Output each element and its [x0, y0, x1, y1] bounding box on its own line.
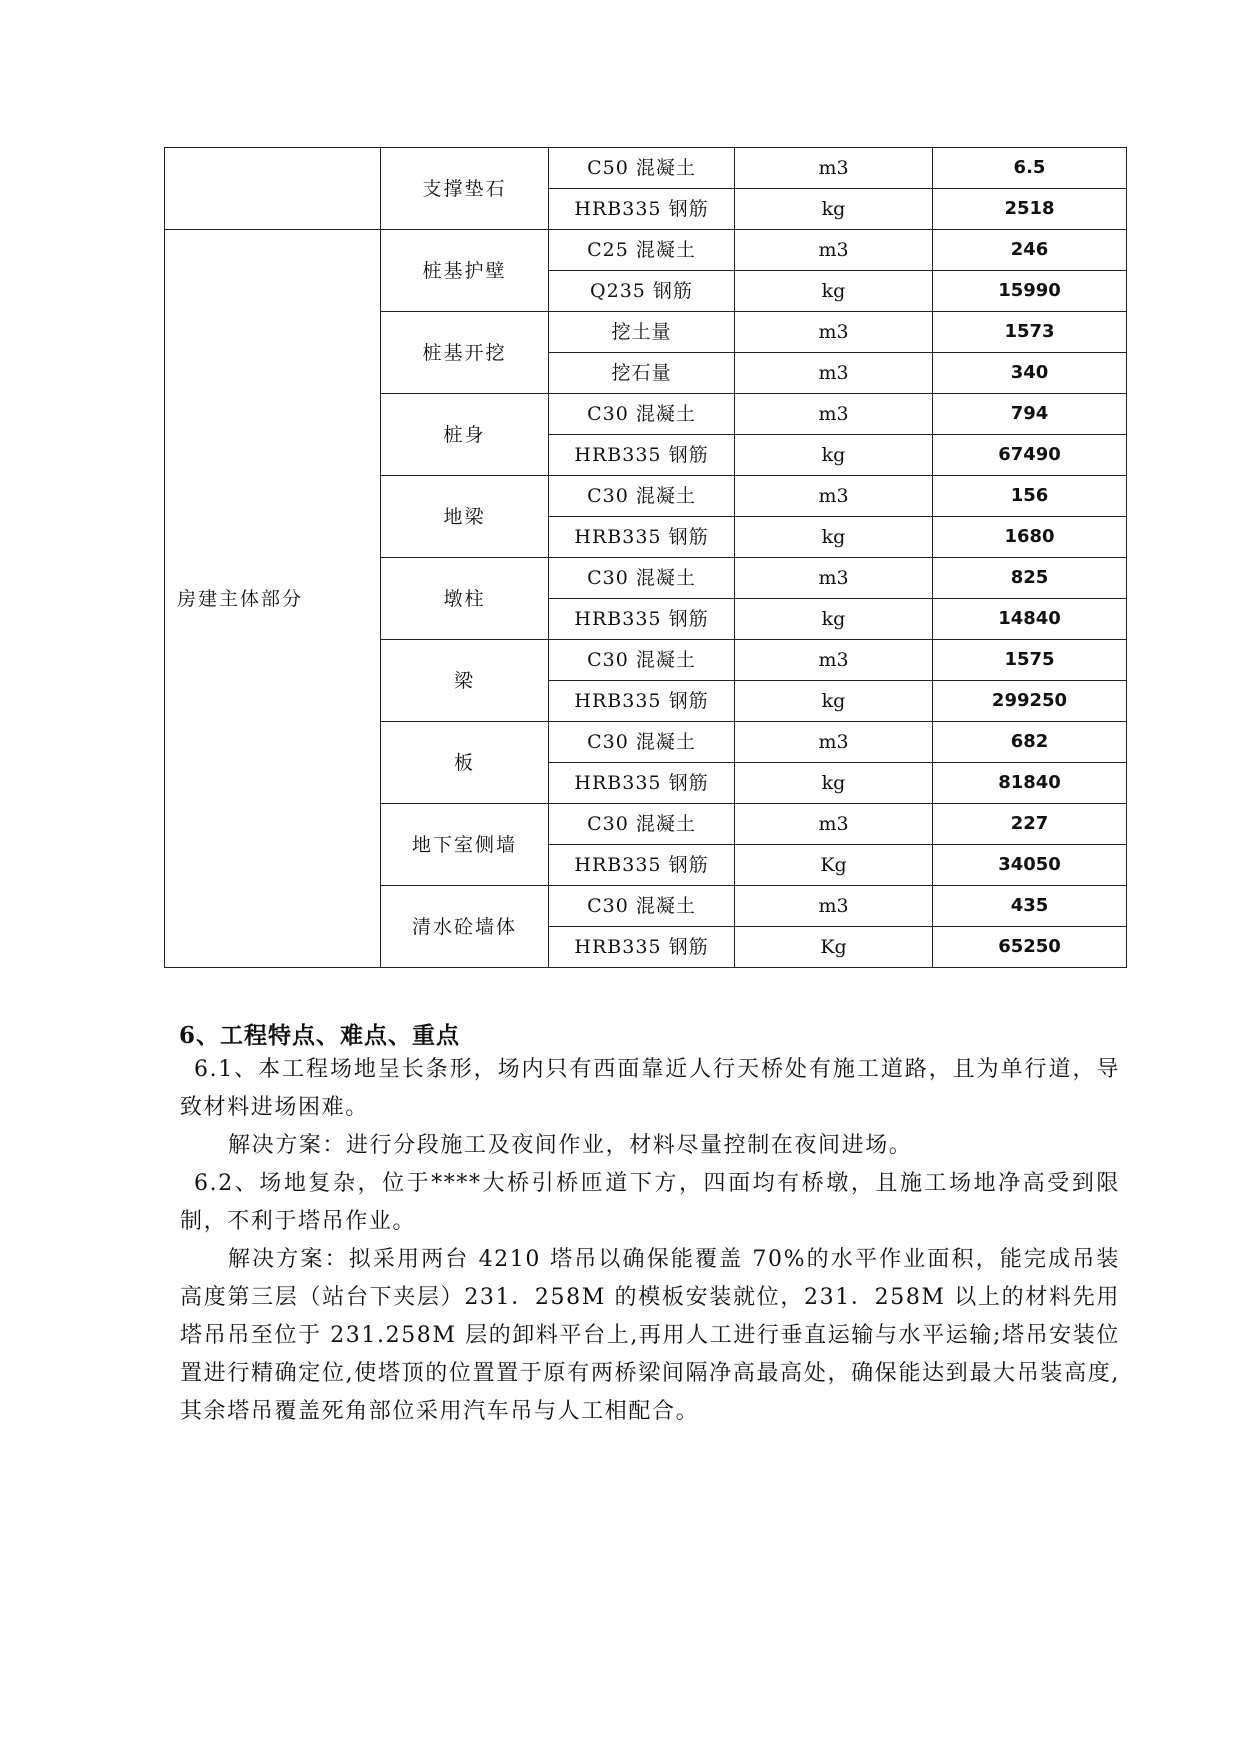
quantity-cell: 67490	[933, 435, 1127, 476]
item-cell: 桩基开挖	[381, 312, 549, 394]
unit-cell: kg	[735, 763, 933, 804]
material-cell: C30 混凝土	[549, 640, 735, 681]
item-cell: 墩柱	[381, 558, 549, 640]
material-cell: C30 混凝土	[549, 886, 735, 927]
quantity-cell: 6.5	[933, 148, 1127, 189]
material-cell: C30 混凝土	[549, 476, 735, 517]
item-cell: 支撑垫石	[381, 148, 549, 230]
item-cell: 桩基护壁	[381, 230, 549, 312]
unit-cell: m3	[735, 353, 933, 394]
quantity-cell: 299250	[933, 681, 1127, 722]
material-cell: HRB335 钢筋	[549, 517, 735, 558]
unit-cell: kg	[735, 599, 933, 640]
quantity-cell: 1575	[933, 640, 1127, 681]
material-cell: C25 混凝土	[549, 230, 735, 271]
material-cell: HRB335 钢筋	[549, 681, 735, 722]
paragraph: 解决方案：进行分段施工及夜间作业，材料尽量控制在夜间进场。	[228, 1133, 913, 1158]
material-cell: C30 混凝土	[549, 394, 735, 435]
unit-cell: kg	[735, 271, 933, 312]
quantity-cell: 1573	[933, 312, 1127, 353]
unit-cell: m3	[735, 230, 933, 271]
item-cell: 地梁	[381, 476, 549, 558]
paragraph: 解决方案：拟采用两台 4210 塔吊以确保能覆盖 70%的水平作业面积，能完成吊装高度第三层（站台下夹层）231．258M 的模板安装就位，231．258M 以上的材料先用塔吊吊至位于 231.258M 层的卸料平台上,再用人工进行垂直运输与水平运输;塔吊安装位置进行精确定位,使塔顶的位置置于原有两桥梁间隔净高最高处，确保能达到最大吊装高度,其余塔吊覆盖死角部位采用汽车吊与人工相配合。	[180, 1247, 1120, 1424]
material-cell: HRB335 钢筋	[549, 435, 735, 476]
item-cell: 地下室侧墙	[381, 804, 549, 886]
quantity-cell: 794	[933, 394, 1127, 435]
unit-cell: m3	[735, 804, 933, 845]
quantity-cell: 14840	[933, 599, 1127, 640]
quantity-cell: 227	[933, 804, 1127, 845]
material-cell: C30 混凝土	[549, 722, 735, 763]
unit-cell: kg	[735, 435, 933, 476]
unit-cell: Kg	[735, 927, 933, 968]
quantity-cell: 435	[933, 886, 1127, 927]
unit-cell: m3	[735, 394, 933, 435]
quantity-cell: 1680	[933, 517, 1127, 558]
quantity-cell: 246	[933, 230, 1127, 271]
unit-cell: kg	[735, 517, 933, 558]
unit-cell: kg	[735, 681, 933, 722]
item-cell: 桩身	[381, 394, 549, 476]
paragraph: 6.1、本工程场地呈长条形，场内只有西面靠近人行天桥处有施工道路，且为单行道，导致材料进场困难。	[180, 1057, 1120, 1120]
quantity-cell: 2518	[933, 189, 1127, 230]
section-heading: 6、工程特点、难点、重点	[179, 1022, 461, 1049]
quantity-cell: 156	[933, 476, 1127, 517]
unit-cell: m3	[735, 886, 933, 927]
category-cell: 房建主体部分	[165, 230, 381, 968]
item-cell: 清水砼墙体	[381, 886, 549, 968]
quantity-cell: 15990	[933, 271, 1127, 312]
paragraph: 6.2、场地复杂，位于****大桥引桥匝道下方，四面均有桥墩，且施工场地净高受到限制，不利于塔吊作业。	[180, 1171, 1120, 1234]
quantity-cell: 65250	[933, 927, 1127, 968]
material-cell: 挖石量	[549, 353, 735, 394]
unit-cell: m3	[735, 476, 933, 517]
table-row	[165, 148, 1127, 189]
item-cell: 板	[381, 722, 549, 804]
unit-cell: m3	[735, 312, 933, 353]
material-cell: HRB335 钢筋	[549, 189, 735, 230]
unit-cell: m3	[735, 148, 933, 189]
unit-cell: kg	[735, 189, 933, 230]
material-cell: HRB335 钢筋	[549, 599, 735, 640]
material-cell: Q235 钢筋	[549, 271, 735, 312]
table-row	[165, 230, 1127, 271]
quantity-cell: 825	[933, 558, 1127, 599]
quantity-cell: 81840	[933, 763, 1127, 804]
quantity-cell: 340	[933, 353, 1127, 394]
category-cell	[165, 148, 381, 230]
material-cell: HRB335 钢筋	[549, 927, 735, 968]
unit-cell: Kg	[735, 845, 933, 886]
unit-cell: m3	[735, 722, 933, 763]
quantity-cell: 682	[933, 722, 1127, 763]
unit-cell: m3	[735, 558, 933, 599]
material-cell: C30 混凝土	[549, 804, 735, 845]
unit-cell: m3	[735, 640, 933, 681]
material-cell: C50 混凝土	[549, 148, 735, 189]
quantity-cell: 34050	[933, 845, 1127, 886]
quantity-table	[164, 147, 1127, 968]
item-cell: 梁	[381, 640, 549, 722]
material-cell: 挖土量	[549, 312, 735, 353]
material-cell: C30 混凝土	[549, 558, 735, 599]
material-cell: HRB335 钢筋	[549, 763, 735, 804]
material-cell: HRB335 钢筋	[549, 845, 735, 886]
